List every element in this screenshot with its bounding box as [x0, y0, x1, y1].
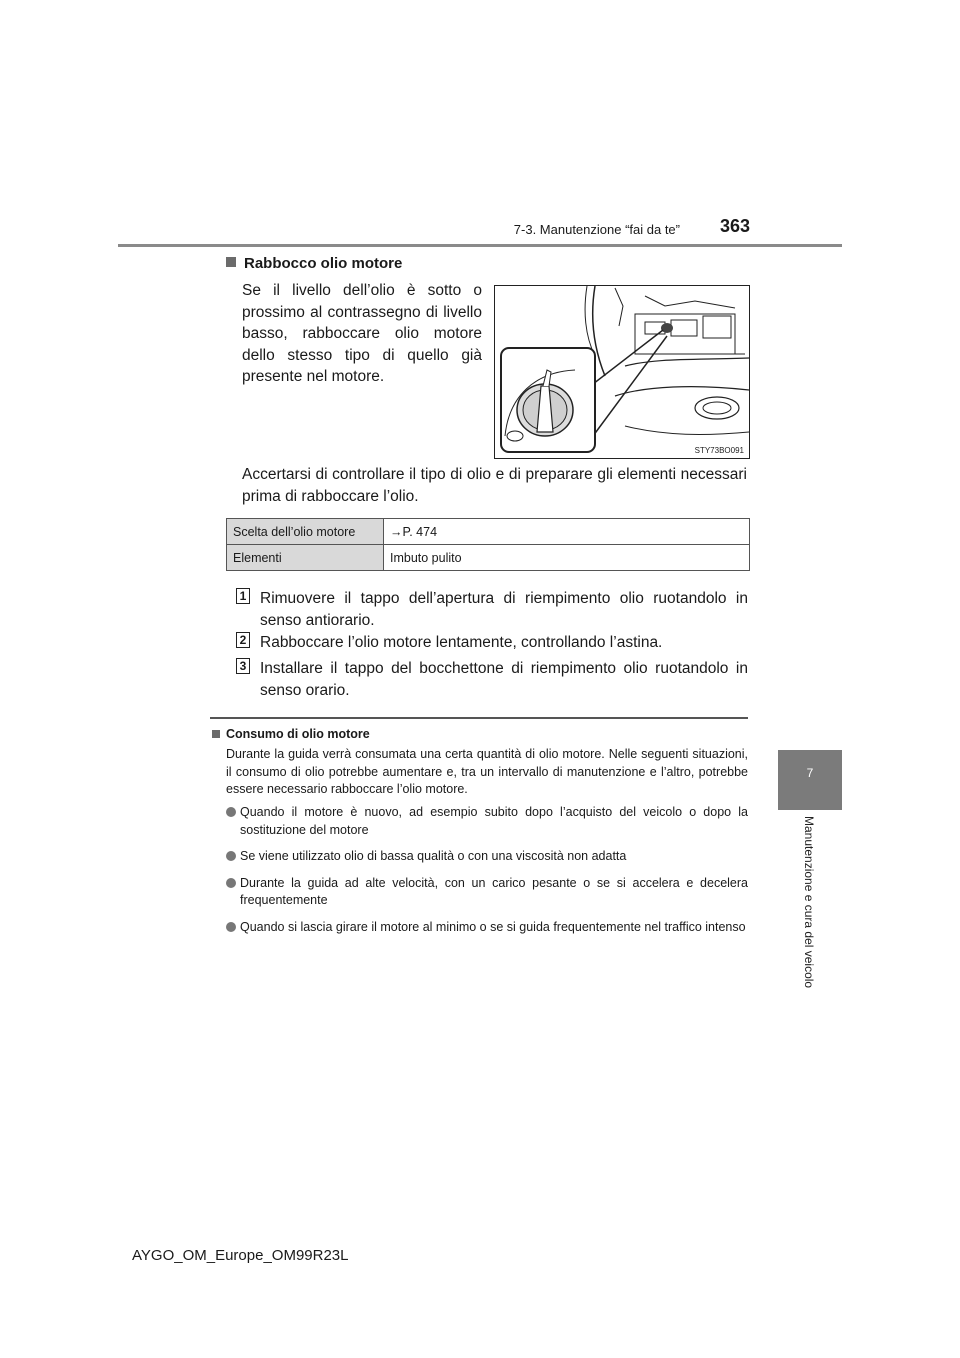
oil-spec-table [226, 518, 750, 571]
section-title: Rabbocco olio motore [244, 255, 403, 272]
section-intro: Se il livello dell’olio è sotto o prossimo al contrassegno di livello basso, rabboccare olio motore dello stesso tipo di quello già presente nel motore. [242, 282, 482, 385]
step-item [239, 658, 748, 701]
chapter-number: 7 [806, 766, 814, 780]
square-bullet-icon [212, 730, 220, 738]
note-heading [212, 727, 370, 741]
engine-oil-cap-drawing [495, 286, 749, 458]
step-number: 3 [236, 658, 250, 674]
note-intro: Durante la guida verrà consumata una certa quantità di olio motore. Nelle seguenti situazioni, il consumo di olio potrebbe aumentare e, tra un intervallo di manutenzione e l’altro, potrebbe essere necessario rabboccare l’olio motore. [226, 747, 748, 796]
bullet-dot-icon [226, 878, 236, 888]
chapter-tab [778, 750, 842, 810]
chapter-title: Manutenzione e cura del veicolo [802, 816, 816, 989]
bullet-text: Quando il motore è nuovo, ad esempio subito dopo l’acquisto del veicolo o dopo la sostituzione del motore [240, 805, 748, 837]
table-row [227, 519, 750, 545]
page-number: 363 [720, 216, 751, 236]
table-cell-label: Scelta dell’olio motore [227, 519, 384, 545]
bullet-text: Se viene utilizzato olio di bassa qualità o con una viscosità non adatta [240, 849, 627, 863]
oil-cap-illustration [494, 285, 750, 459]
header-divider [118, 244, 842, 247]
step-text: Installare il tappo del bocchettone di riempimento olio ruotandolo in senso orario. [260, 660, 748, 699]
step-number: 1 [236, 588, 250, 604]
note-bullet-list [226, 804, 748, 945]
bullet-text: Quando si lascia girare il motore al minimo o se si guida frequentemente nel traffico intenso [240, 919, 746, 934]
step-item [239, 588, 748, 631]
figure-code: STY73BO091 [694, 446, 744, 455]
note-title: Consumo di olio motore [226, 727, 370, 741]
bullet-dot-icon [226, 807, 236, 817]
list-item [226, 804, 748, 839]
table-cell-value: Imbuto pulito [384, 545, 750, 571]
table-cell-label: Elementi [227, 545, 384, 571]
list-item [226, 919, 748, 937]
step-item [239, 632, 748, 654]
header-section-title: 7-3. Manutenzione “fai da te” [513, 222, 680, 237]
footer-doc-code: AYGO_OM_Europe_OM99R23L [132, 1247, 349, 1264]
section-heading [226, 255, 402, 272]
section-divider [210, 717, 748, 719]
square-bullet-icon [226, 257, 236, 267]
step-text: Rimuovere il tappo dell’apertura di riempimento olio ruotandolo in senso antiorario. [260, 590, 748, 629]
step-number: 2 [236, 632, 250, 648]
list-item [226, 848, 748, 866]
table-cell-value: →P. 474 [384, 519, 750, 545]
bullet-dot-icon [226, 851, 236, 861]
step-text: Rabboccare l’olio motore lentamente, controllando l’astina. [260, 634, 663, 651]
section-intro-2: Accertarsi di controllare il tipo di olio e di preparare gli elementi necessari prima di rabboccare l’olio. [242, 466, 747, 505]
bullet-text: Durante la guida ad alte velocità, con un carico pesante o se si accelera e decelera frequentemente [240, 875, 748, 907]
bullet-dot-icon [226, 922, 236, 932]
list-item [226, 875, 748, 910]
table-row [227, 545, 750, 571]
